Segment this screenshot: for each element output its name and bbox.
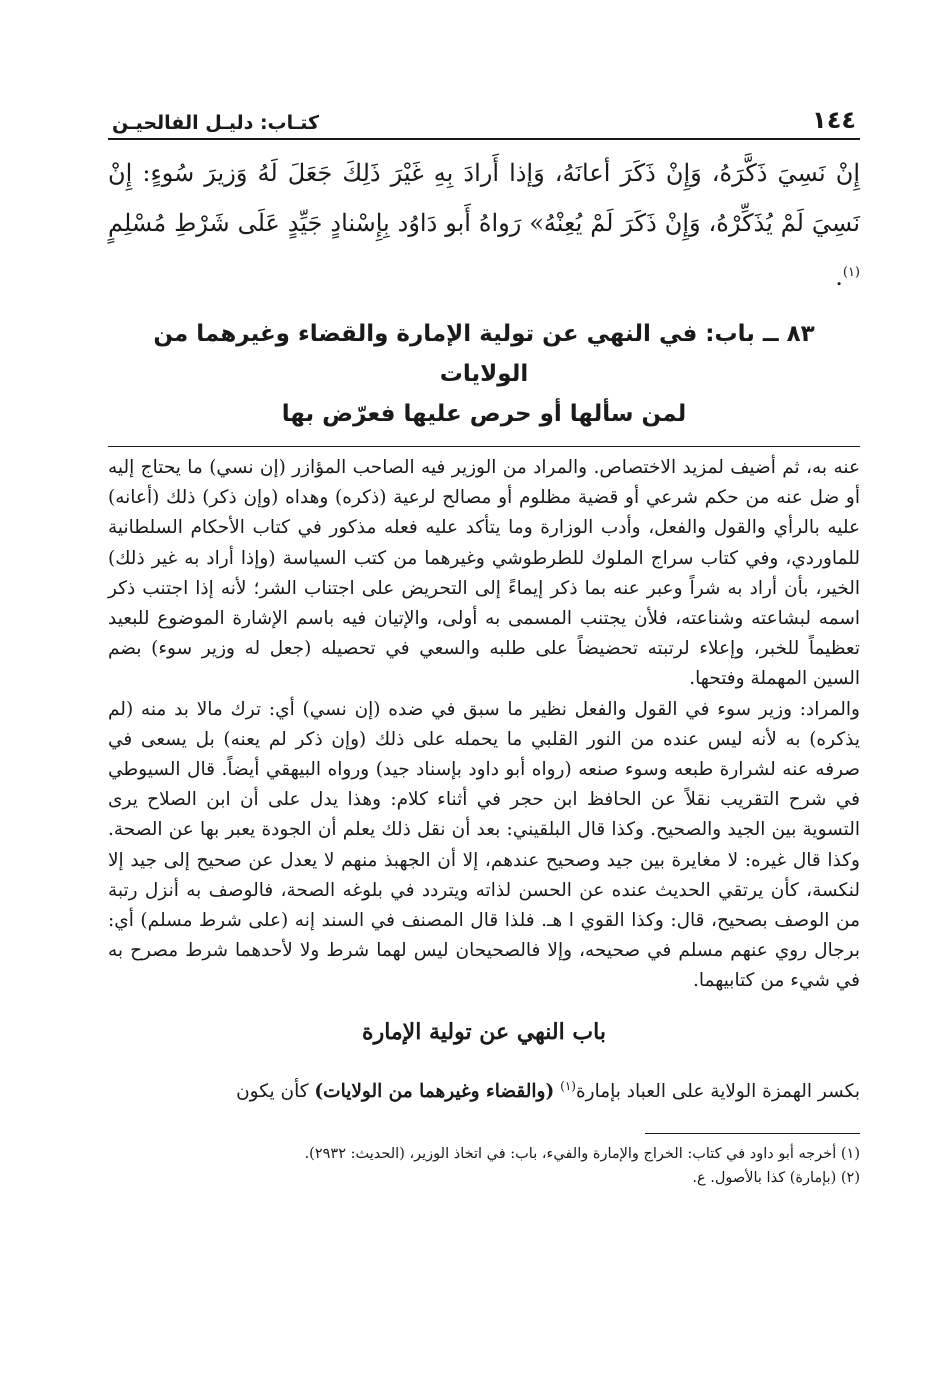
chapter-heading-line-2: لمن سألها أو حرص عليها فعرّض بها [281, 401, 687, 427]
commentary-paragraph: عنه به، ثم أضيف لمزيد الاختصاص. والمراد من الوزير فيه الصاحب المؤازر (إن نسي) ما يحتاج إليه أو ضل عنه من حكم شرعي أو قضية مظلوم أو مصالح لرعية (ذكره) وهداه (وإن ذكر) ذلك (أعانه) عليه بالرأي والقول والفعل، وأدب الوزارة وما يتأكد عليه فعله مذكور في كتاب الأحكام السلطانية للماوردي، وفي كتاب سراج الملوك للطرطوشي وغيرهما من كتب السياسة (وإذا أراد به غير ذلك) الخير، بأن أراد به شراً وعبر عنه بما ذكر إيماءً إلى التحريض على اجتناب الشر؛ لأنه إذا اجتنب ذكر اسمه لبشاعته وشناعته، فلأن يجتنب المسمى به أولى، والإتيان فيه باسم الإشارة الموضوع للبعيد تعظيماً للخبر، وإعلاء لرتبته تحضيضاً على طلبه والسعي في تحصيله (جعل له وزير سوء) بضم السين المهملة وفتحها. [108, 457, 860, 690]
footnotes [108, 1142, 860, 1190]
page-number: ١٤٤ [812, 106, 856, 134]
subtext-before: بكسر الهمزة الولاية على العباد بإمارة [575, 1080, 860, 1102]
book-title: كتـاب: دليـل الفالحيـن [112, 112, 320, 134]
footnote-ref: (١) [842, 265, 860, 280]
subtext-bold: (والقضاء وغيرهما من الولايات) [314, 1080, 555, 1102]
subsection-text [108, 1071, 860, 1107]
footnote-ref: (١) [560, 1078, 576, 1093]
page [108, 90, 860, 1190]
footnote-divider [645, 1133, 860, 1134]
section-divider [108, 446, 860, 447]
footnote-1: (١) أخرجه أبو داود في كتاب: الخراج والإمارة والفيء، باب: في اتخاذ الوزير، (الحديث: ٢٩٣٢). [304, 1145, 860, 1162]
footnote-2: (٢) (بإمارة) كذا بالأصول. ع. [692, 1169, 860, 1186]
chapter-heading-line-1: ٨٣ ــ باب: في النهي عن تولية الإمارة والقضاء وغيرهما من الولايات [153, 321, 815, 387]
hadith-body: إِنْ نَسِيَ ذَكَّرَهُ، وَإِنْ ذَكَرَ أعانَهُ، وَإذا أَرادَ بِهِ غَيْرَ ذَلِكَ جَعَلَ لَهُ وَزيرَ سُوءٍ: إِنْ نَسِيَ لَمْ يُذَكِّرْهُ، وَإِنْ ذَكَرَ لَمْ يُعِنْهُ» رَواهُ أَبو دَاوُد بِإِسْنادٍ جَيِّدٍ عَلَى شَرْطِ مُسْلِمٍ [108, 159, 860, 237]
hadith-text: إِنْ نَسِيَ ذَكَّرَهُ، وَإِنْ ذَكَرَ أعانَهُ، وَإذا أَرادَ بِهِ غَيْرَ ذَلِكَ جَعَلَ لَهُ وَزيرَ سُوءٍ: إِنْ نَسِيَ لَمْ يُذَكِّرْهُ، وَإِنْ ذَكَرَ لَمْ يُعِنْهُ» رَواهُ أَبو دَاوُد بِإِسْنادٍ جَيِّدٍ عَلَى شَرْطِ مُسْلِمٍ $^{(١)}$. [108, 159, 860, 291]
commentary-paragraph: والمراد: وزير سوء في القول والفعل نظير ما سبق في ضده (إن نسي) أي: ترك مالا بد منه (لم يذكره) به لأنه ليس عنده من النور القلبي ما يحمله على ذلك (وإن ذكر لم يعنه) بل يسعى في صرفه عنه لشرارة طبعه وسوء صنعه (رواه أبو داود بإسناد جيد) ورواه البيهقي أيضاً. قال السيوطي في شرح التقريب نقلاً عن الحافظ ابن حجر في أثناء كلام: وهذا يدل على أن ابن الصلاح يرى التسوية بين الجيد والصحيح. وكذا قال البلقيني: بعد أن نقل ذلك يعلم أن الجودة يعبر بها عن الصحة. وكذا قال غيره: لا مغايرة بين جيد وصحيح عندهم، إلا أن الجهبذ منهم لا يعدل عن صحيح إلى جيد إلا لنكسة، كأن يرتقي الحديث عنده عن الحسن لذاته ويتردد في بلوغه الصحة، فالوصف به أنزل رتبة من الوصف بصحيح، قال: وكذا القوي ا هـ. فلذا قال المصنف في السند إنه (على شرط مسلم) أي: برجال روي عنهم مسلم في صحيحه، وإلا فالصحيحان ليس لهما شرط ولا لأحدهما شرط مصرح به في شيء من كتابيهما. [108, 698, 860, 992]
commentary [108, 453, 860, 997]
chapter-heading [108, 314, 860, 434]
running-header [108, 90, 860, 140]
subtext-after: كأن يكون [236, 1080, 309, 1102]
subsection-heading: باب النهي عن تولية الإمارة [362, 1018, 606, 1045]
